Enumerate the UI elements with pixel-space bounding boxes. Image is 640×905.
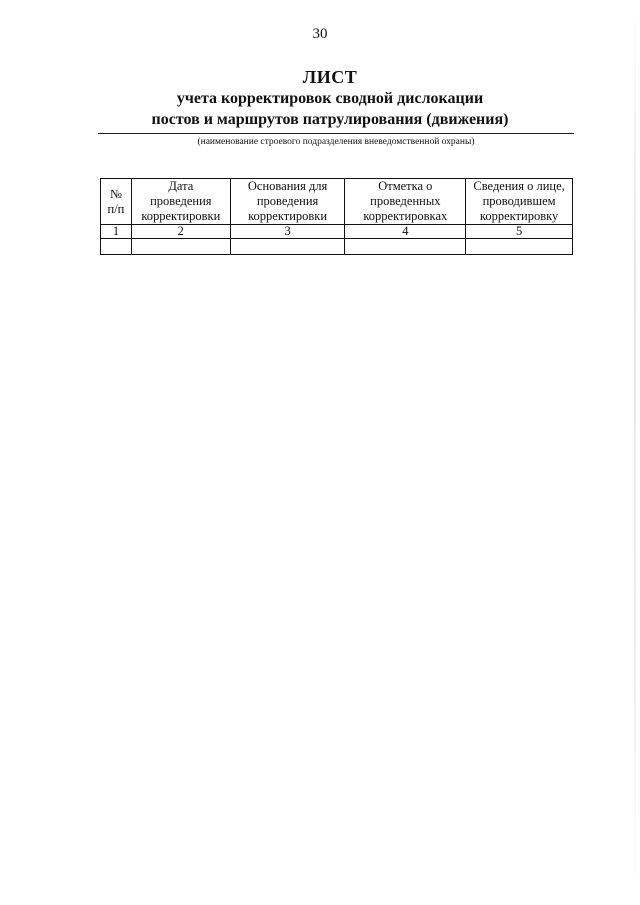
header-text: п/п <box>107 201 125 216</box>
header-text: корректировках <box>363 209 448 223</box>
table-row <box>101 239 573 255</box>
header-text: Дата <box>168 179 194 193</box>
header-cell-number <box>101 179 132 225</box>
header-text: проведенных <box>370 194 441 208</box>
header-cell-person <box>466 179 573 225</box>
empty-cell <box>345 239 466 255</box>
header-text: проведения <box>256 194 319 208</box>
empty-cell <box>466 239 573 255</box>
title-line-1: учета корректировок сводной дислокации <box>176 90 484 107</box>
header-text: корректировку <box>479 209 559 223</box>
header-text: Отметка о <box>378 179 433 193</box>
org-name-caption: (наименование строевого подразделения вневедомственной охраны) <box>197 137 475 147</box>
table-header-row <box>101 179 573 225</box>
column-number-row <box>101 225 573 239</box>
scan-edge-shadow <box>634 0 636 905</box>
header-text: корректировки <box>248 209 328 223</box>
column-number-cell: 4 <box>345 225 466 239</box>
header-cell-mark <box>345 179 466 225</box>
header-cell-grounds <box>230 179 345 225</box>
column-number-cell: 3 <box>230 225 345 239</box>
page-number: 30 <box>312 26 328 42</box>
column-number-cell: 2 <box>131 225 230 239</box>
empty-cell <box>230 239 345 255</box>
header-text: корректировки <box>141 209 221 223</box>
title-line-2: постов и маршрутов патрулирования (движения) <box>151 111 509 128</box>
header-text: Сведения о лице, <box>473 179 565 193</box>
column-number-cell: 5 <box>466 225 573 239</box>
org-name-blank-line <box>98 133 574 134</box>
column-number-cell: 1 <box>101 225 132 239</box>
header-cell-date <box>131 179 230 225</box>
header-text: Основания для <box>247 179 328 193</box>
empty-cell <box>131 239 230 255</box>
header-text: № <box>109 186 122 201</box>
header-text: проведения <box>150 194 212 208</box>
document-title <box>60 66 600 130</box>
empty-cell <box>101 239 132 255</box>
title-main: ЛИСТ <box>302 67 358 87</box>
corrections-table <box>100 178 573 255</box>
header-text: проводившем <box>482 194 556 208</box>
